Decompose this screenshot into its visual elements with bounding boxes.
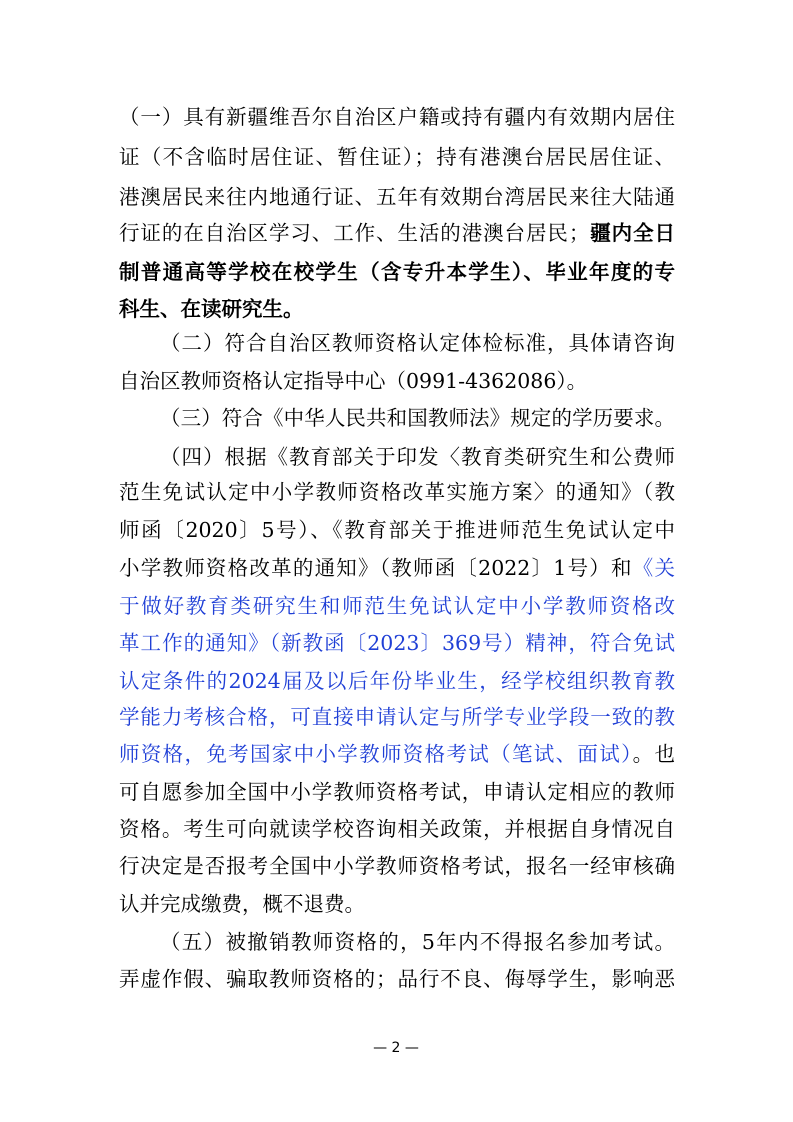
text-line	[119, 849, 675, 883]
text-line	[119, 180, 675, 214]
text-segment: 师函〔2020〕5号）、《教育部关于推进师范生免试认定中	[119, 518, 675, 542]
text-line	[119, 216, 675, 250]
page-number: — 2 —	[373, 1040, 419, 1056]
text-line	[119, 775, 675, 809]
text-segment: （五）被撤销教师资格的，5年内不得报名参加考试。	[160, 930, 675, 954]
text-line	[119, 100, 675, 134]
text-segment: 认并完成缴费，概不退费。	[119, 892, 365, 916]
text-line	[119, 962, 675, 996]
text-segment: 自治区教师资格认定指导中心（0991-4362086）。	[119, 369, 588, 393]
text-line	[119, 255, 675, 289]
text-line	[119, 551, 675, 585]
text-segment-highlight: 《关	[632, 556, 675, 580]
text-segment: 。也	[632, 742, 676, 766]
text-line	[119, 887, 675, 921]
text-line	[119, 364, 675, 398]
text-line	[119, 475, 675, 509]
text-line	[160, 401, 675, 435]
text-line	[119, 700, 675, 734]
text-segment-highlight: 认定条件的2024届及以后年份毕业生，经学校组织教育教	[119, 669, 675, 693]
text-line	[119, 589, 675, 623]
text-line	[160, 440, 675, 474]
text-segment-highlight: 革工作的通知》（新教函〔2023〕369号）精神，符合免试	[119, 631, 675, 655]
text-line	[119, 812, 675, 846]
text-segment-highlight: 于做好教育类研究生和师范生免试认定中小学教师资格改	[119, 594, 675, 618]
text-line	[119, 626, 675, 660]
text-segment: 可自愿参加全国中小学教师资格考试，申请认定相应的教师	[119, 780, 675, 804]
text-segment: 资格。考生可向就读学校咨询相关政策，并根据自身情况自	[119, 817, 675, 841]
text-segment: 行证的在自治区学习、工作、生活的港澳台居民；	[119, 221, 590, 245]
text-line	[119, 513, 675, 547]
text-line	[119, 737, 675, 771]
text-line	[119, 664, 675, 698]
text-line	[119, 292, 675, 326]
text-line	[119, 140, 675, 174]
text-line	[160, 925, 675, 959]
text-segment: 港澳居民来往内地通行证、五年有效期台湾居民来往大陆通	[119, 185, 675, 209]
text-segment: 范生免试认定中小学教师资格改革实施方案〉的通知》（教	[119, 480, 675, 504]
text-segment: 小学教师资格改革的通知》（教师函〔2022〕1号）和	[119, 556, 633, 580]
text-segment-bold: 疆内全日	[589, 221, 676, 245]
text-segment: 行决定是否报考全国中小学教师资格考试，报名一经审核确	[119, 854, 675, 878]
text-segment-highlight: 学能力考核合格，可直接申请认定与所学专业学段一致的教	[119, 705, 675, 729]
text-segment: 证（不含临时居住证、暂住证）；持有港澳台居民居住证、	[119, 145, 675, 169]
text-segment: 弄虚作假、骗取教师资格的；品行不良、侮辱学生，影响恶	[119, 967, 675, 991]
text-segment-bold: 制普通高等学校在校学生（含专升本学生）、毕业年度的专	[119, 260, 675, 284]
text-segment: （四）根据《教育部关于印发〈教育类研究生和公费师	[160, 445, 675, 469]
text-segment: （二）符合自治区教师资格认定体检标准，具体请咨询	[160, 331, 675, 355]
text-segment-bold: 科生、在读研究生。	[119, 297, 304, 321]
text-segment-highlight: 师资格，免考国家中小学教师资格考试（笔试、面试）	[119, 742, 633, 766]
text-segment: （一）具有新疆维吾尔自治区户籍或持有疆内有效期内居住	[119, 105, 675, 129]
text-line	[160, 326, 675, 360]
text-segment: （三）符合《中华人民共和国教师法》规定的学历要求。	[160, 406, 675, 430]
